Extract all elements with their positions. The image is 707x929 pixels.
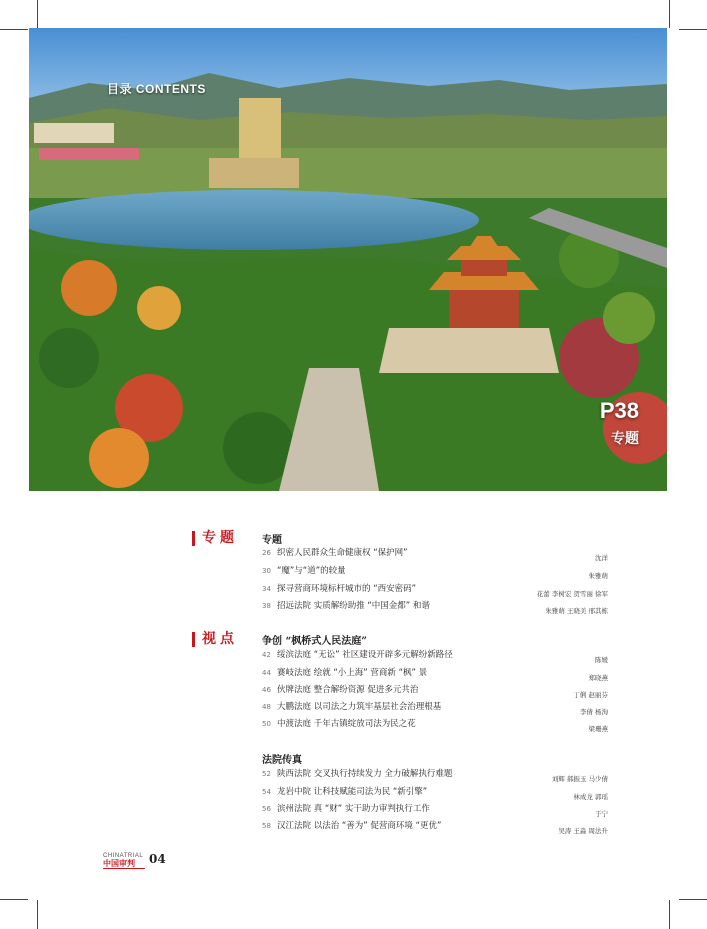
entry-title: 绥滨法庭 “无讼” 社区建设开辟多元解纷新路径: [277, 650, 453, 660]
entry-page-number: 50: [262, 720, 271, 728]
section-title-special-topic: 专题: [262, 535, 282, 546]
entry-authors: 花蕾 李树宏 贺雪丽 徐军: [536, 590, 608, 598]
entry-page-number: 34: [262, 585, 271, 593]
featured-page-number[interactable]: P38: [599, 398, 639, 423]
toc-entry[interactable]: [262, 564, 608, 578]
entry-title: 陕西法院 交叉执行持续发力 全力破解执行难题: [277, 769, 453, 779]
entry-authors: 朱雅萌: [588, 572, 608, 580]
page-number: 04: [149, 852, 166, 866]
entry-authors: 朱雅萌 王晓美 邢其栋: [545, 607, 608, 615]
entry-title: 龙岩中院 让科技赋能司法为民 “新引擎”: [277, 787, 428, 797]
entry-authors: 林成龙 郭瑶: [573, 793, 608, 801]
entry-page-number: 54: [262, 788, 271, 796]
crop-mark: [0, 29, 28, 30]
entry-page-number: 44: [262, 669, 271, 677]
toc-entry[interactable]: [262, 648, 608, 662]
entry-title: 招远法院 实质解纷助推 “中国金都” 和谐: [277, 601, 430, 611]
section-title-court-news: 法院传真: [262, 755, 302, 766]
crop-mark: [679, 899, 707, 900]
hero-illustration: [29, 28, 667, 491]
hero-photo: [29, 28, 667, 491]
featured-section-label: 专题: [611, 431, 639, 447]
entry-page-number: 26: [262, 549, 271, 557]
entry-page-number: 52: [262, 770, 271, 778]
toc-entry[interactable]: [262, 700, 608, 714]
entry-authors: 刘辉 郝振玉 马少倩: [551, 775, 608, 783]
entry-title: 滨州法院 真 “财” 实干助力审判执行工作: [277, 804, 430, 814]
toc-entry[interactable]: [262, 683, 608, 697]
crop-mark: [37, 0, 38, 28]
crop-mark: [669, 900, 670, 929]
entry-title: 大鹏法庭 以司法之力筑牢基层社会治理根基: [277, 702, 442, 712]
entry-authors: 吴涛 王淼 周法升: [558, 827, 608, 835]
crop-mark: [679, 29, 707, 30]
entry-page-number: 56: [262, 805, 271, 813]
entry-page-number: 42: [262, 651, 271, 659]
entry-page-number: 30: [262, 567, 271, 575]
entry-title: 赛岐法庭 绘就 “小上海” 营商新 “枫” 景: [277, 668, 428, 678]
entry-authors: 梁珊燕: [588, 725, 608, 733]
magazine-name-en: CHINATRIAL: [103, 853, 144, 859]
crop-mark: [669, 0, 670, 28]
toc-entry[interactable]: [262, 546, 608, 560]
entry-authors: 郑晓燕: [588, 674, 608, 682]
entry-authors: 丁俐 赵丽芬: [573, 691, 608, 699]
entry-authors: 李倩 杨洵: [579, 708, 608, 716]
entry-title: 探寻营商环境标杆城市的 “西安密码”: [277, 584, 417, 594]
entry-title: 伙牌法庭 整合解纷资源 促进多元共治: [277, 685, 419, 695]
magazine-logo: [103, 853, 143, 869]
entry-page-number: 46: [262, 686, 271, 694]
toc-entry[interactable]: [262, 666, 608, 680]
toc-entry[interactable]: [262, 785, 608, 799]
crop-mark: [0, 899, 28, 900]
crop-mark: [37, 900, 38, 929]
section-title-fengqiao: 争创 “枫桥式人民法庭”: [262, 636, 367, 647]
footer-rule: [103, 868, 145, 869]
entry-page-number: 58: [262, 822, 271, 830]
entry-title: “魔”与“道”的较量: [277, 566, 346, 576]
entry-page-number: 38: [262, 602, 271, 610]
toc-entry[interactable]: [262, 582, 608, 596]
toc-entry[interactable]: [262, 717, 608, 731]
toc-entry[interactable]: [262, 802, 608, 816]
entry-authors: 沈洋: [595, 554, 608, 562]
magazine-name-cn: 中国审判: [103, 859, 135, 868]
entry-authors: 于宁: [595, 810, 608, 818]
toc-entry[interactable]: [262, 599, 608, 613]
toc-entry[interactable]: [262, 767, 608, 781]
entry-authors: 陈媛: [595, 656, 608, 664]
side-label-special-topic: 专题: [192, 531, 238, 546]
entry-title: 汉江法院 以法治 “善为” 促营商环境 “更优”: [277, 821, 442, 831]
toc-entry[interactable]: [262, 819, 608, 833]
entry-title: 织密人民群众生命健康权 “保护网”: [277, 548, 408, 558]
entry-page-number: 48: [262, 703, 271, 711]
side-label-viewpoint: 视点: [192, 632, 238, 647]
entry-title: 中渡法庭 千年古镇绽放司法为民之花: [277, 719, 416, 729]
toc-label: 目录 CONTENTS: [107, 82, 206, 96]
